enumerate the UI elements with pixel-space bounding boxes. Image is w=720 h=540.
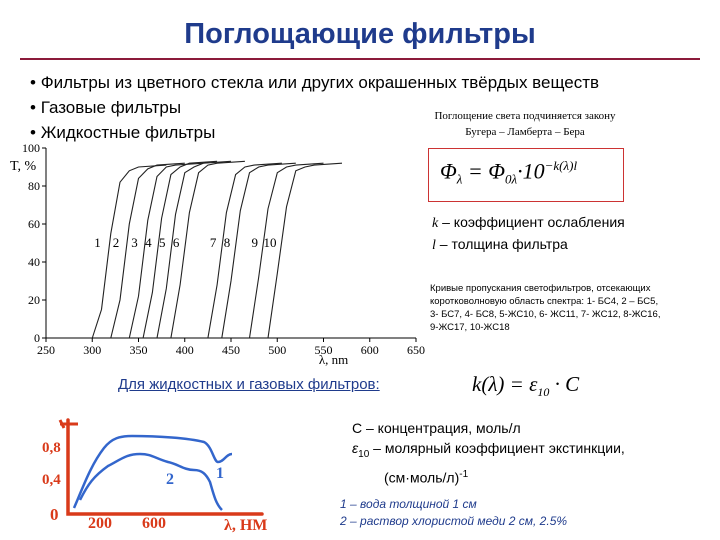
x-tick-label: 400 <box>175 343 194 357</box>
curve-label: 5 <box>159 235 166 250</box>
sketch-series-label: 1 <box>216 465 224 482</box>
extinction-formula <box>472 372 579 400</box>
transmission-chart <box>8 140 428 370</box>
l-symbol: l <box>432 238 436 253</box>
l-definition: – толщина фильтра <box>435 236 568 252</box>
sketch-series-label: 2 <box>166 471 174 488</box>
sketch-curve-2 <box>80 454 222 510</box>
transmission-curve-8 <box>222 163 296 338</box>
definitions <box>432 212 625 256</box>
curve-label: 1 <box>94 235 101 250</box>
concentration-line: C – концентрация, моль/л <box>352 420 521 436</box>
sketch-x-tick: 600 <box>142 515 166 532</box>
sketch-curve-1 <box>74 436 232 508</box>
k-definition: – коэффициент ослабления <box>438 214 625 230</box>
kform-sub: 10 <box>537 385 550 400</box>
x-tick-label: 550 <box>314 343 333 357</box>
y-tick-label: 60 <box>28 217 40 231</box>
y-tick-label: 100 <box>22 141 40 155</box>
transmission-curve-3 <box>129 163 203 338</box>
x-tick-label: 500 <box>268 343 287 357</box>
x-tick-label: 300 <box>83 343 102 357</box>
curve-label: 4 <box>145 235 152 250</box>
law-note <box>405 108 645 140</box>
formula-exponent: −k(λ)l <box>544 158 578 173</box>
kform-rhs: · C <box>549 372 580 396</box>
chart-caption: Кривые пропускания светофильтров, отсекающих коротковолновую область спектра: 1- БС4, 2 – БС5, 3- БС7, 4- БС8, 5-ЖС10, 6- ЖС11, 7- ЖС12, 8-ЖС16, 9-ЖС17, 10-ЖС18 <box>430 283 661 333</box>
x-tick-label: 250 <box>37 343 55 357</box>
law-note-line1: Поглощение света подчиняется закону <box>434 110 616 122</box>
bouguer-formula <box>440 158 577 188</box>
kform-lhs: k(λ) = ε <box>472 372 538 396</box>
curve-label: 9 <box>251 235 258 250</box>
law-note-line2: Бугера – Ламберта – Бера <box>465 126 585 138</box>
y-tick-label: 0 <box>34 331 40 345</box>
x-tick-label: 600 <box>360 343 379 357</box>
epsilon-definition: – молярный коэффициент экстинкции, <box>369 440 625 456</box>
title-divider <box>20 58 700 60</box>
y-tick-label: 80 <box>28 179 40 193</box>
transmission-curve-10 <box>268 163 342 338</box>
sketch-y-tick: 0 <box>50 505 59 524</box>
sketch-legend-1: 1 – вода толщиной 1 см <box>340 497 477 511</box>
bullet-item: • Жидкостные фильтры <box>30 120 599 145</box>
curve-label: 3 <box>131 235 138 250</box>
page-title: Поглощающие фильтры <box>184 18 536 50</box>
curve-label: 7 <box>209 235 217 250</box>
bullet-item: • Газовые фильтры <box>30 95 599 120</box>
sketch-legend <box>340 496 567 530</box>
transmission-curve-9 <box>250 163 324 338</box>
units-exponent: -1 <box>459 468 469 480</box>
formula-lhs-sub: λ <box>456 171 463 187</box>
sketch-x-label: λ, НМ <box>224 517 268 534</box>
concentration-notes <box>352 418 625 487</box>
formula-rhs: = Φ <box>467 158 505 184</box>
formula-rhs-sub: 0λ <box>504 171 518 187</box>
sketch-axes <box>60 420 262 514</box>
formula-mult: ·10 <box>517 158 545 184</box>
sketch-legend-2: 2 – раствор хлористой меди 2 см, 2.5% <box>340 514 568 528</box>
bullet-item: • Фильтры из цветного стекла или других окрашенных твёрдых веществ <box>30 70 599 95</box>
y-axis-label: T, % <box>10 159 37 174</box>
x-axis-label: λ, nm <box>318 352 349 367</box>
liquid-gas-heading: Для жидкостных и газовых фильтров: <box>118 376 380 393</box>
transmission-curve-2 <box>111 163 185 338</box>
sketch-y-tick: 0,8 <box>42 440 61 456</box>
epsilon-sub: 10 <box>358 448 370 460</box>
transmission-curve-1 <box>92 165 166 338</box>
y-tick-label: 40 <box>28 255 40 269</box>
curve-label: 10 <box>263 235 277 250</box>
sketch-y-tick: 0,4 <box>42 472 61 488</box>
curve-label: 6 <box>172 235 180 250</box>
epsilon-symbol: ε <box>352 440 359 456</box>
sketch-x-tick: 200 <box>88 515 112 532</box>
chart1-layer <box>10 141 425 367</box>
sketch-axis-lines <box>68 420 262 514</box>
formula-lhs: Φ <box>440 158 457 184</box>
liquid-filter-sketch <box>28 414 290 538</box>
x-tick-label: 350 <box>129 343 148 357</box>
x-tick-label: 650 <box>407 343 425 357</box>
x-tick-label: 450 <box>222 343 240 357</box>
units: (см·моль/л) <box>384 469 460 486</box>
y-tick-label: 20 <box>28 293 40 307</box>
curve-label: 8 <box>223 235 231 250</box>
k-symbol: k <box>432 216 439 231</box>
curve-label: 2 <box>112 235 120 250</box>
